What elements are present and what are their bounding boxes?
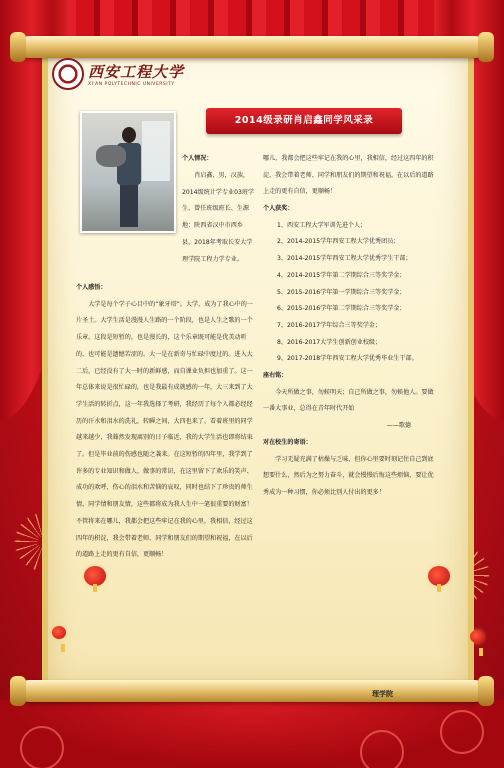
profile-section	[182, 151, 254, 168]
university-name-cn: 西安工程大学	[88, 63, 185, 81]
feelings-heading: 个人感悟：	[76, 284, 107, 291]
award-item: 9、2017-2018学年西安工程大学优秀毕业生干部。	[277, 355, 418, 363]
award-item: 4、2014-2015学年第二学期综合三等奖学金；	[277, 271, 406, 279]
student-photo	[80, 111, 176, 233]
award-item: 5、2015-2016学年第一学期综合三等奖学金；	[277, 288, 406, 296]
profile-intro-wrap	[182, 168, 254, 278]
awards-heading: 个人获奖：	[263, 205, 294, 212]
university-seal-icon	[52, 58, 84, 90]
award-item: 3、2014-2015学年西安工程大学优秀学生干部；	[277, 255, 412, 263]
award-item: 6、2015-2016学年第二学期综合三等奖学金；	[277, 305, 406, 313]
motto-text: 今天所做之事，勿候明天；自己所做之事，勿候他人。要做一番大事业，总得在青年时代开始	[263, 388, 434, 413]
motto-heading: 座右铭：	[263, 372, 288, 380]
message-text: 学习无疑充满了枯燥与乏味，但你心里要时刻记住自己到底想要什么，然后为之努力奋斗，就会慢慢后悔这些烦恼，要让优秀成为一种习惯，你必须比别人付出的更多！	[263, 455, 434, 496]
profile-heading: 个人情况：	[182, 155, 213, 162]
lantern-icon	[84, 566, 106, 586]
lantern-icon	[470, 630, 484, 643]
college-name: 理学院	[372, 690, 393, 698]
award-item: 1、西安工程大学军训先进个人；	[277, 221, 367, 229]
scroll-roller-top	[18, 36, 486, 58]
award-item: 8、2016-2017大学生创新创业校级；	[277, 338, 382, 346]
feelings-text: 大学是每个学子心目中的“象牙塔”。大学，成为了我心中的一片圣土。大学生活是漫漫人生路的一个阶段，也是人生之歌的一个乐章。这段是短暂的，也是漫长的，这个乐章既可能是优美动听的，也可能是遗憾苦涩的。大一是在新奇与忙碌中度过的。进入大二后，已经没有了大一时的新鲜感，而自课业负担也加重了。这一年总体来说是很忙碌的，也是我最有成就感的一年，大三来到了大学生活的转折点，这一年我选择了考研，我经历了每个人都必经经历的汗水和泪水的洗礼，转瞬之间，大四也来了，看着班里的同学越来越少，我蓦然发现离别的日子临近，我的大学生活也即将结束了。但是毕业前的伤感也随之袭来。在这短暂的四年里，我学到了许多的专业知识和做人、做事的常识，在这里留下了欢乐的笑声、成功的欢呼，伤心的泪水和苦恼的哀叹，同时也结下了珍贵的师生情、同学情和朋友情，这些都将成为我人生中一笔很重要的财富！不管将来在哪儿，我都会把这些牢记在我的心里，我相信，经过这四年的积淀，我会带着老师、同学和朋友们的期望和祝福，在以后的道路上走的更有自信，更顺畅！	[76, 300, 253, 559]
awards-list	[263, 218, 435, 368]
university-name-en: XI'AN POLYTECHNIC UNIVERSITY	[88, 82, 175, 87]
right-column	[263, 151, 435, 502]
scroll-roller-bottom	[18, 680, 486, 702]
banner-title: 2014级录研肖启鑫同学风采录	[234, 115, 374, 126]
message-heading: 对在校生的寄语：	[263, 438, 312, 446]
bottom-decoration	[0, 700, 504, 768]
motto-author: ——歌德	[386, 422, 411, 430]
feelings-section	[76, 280, 254, 581]
title-banner	[206, 108, 402, 134]
profile-intro: 肖启鑫，男，汉族，2014级统计学专业03班学生，曾任班级班长、生源地：陕西省汉中市西乡县，2018年考取长安大学理学院工程力学专业。	[182, 172, 254, 263]
lantern-icon	[52, 626, 66, 639]
award-item: 2、2014-2015学年西安工程大学优秀团员；	[277, 238, 400, 246]
feelings-continued: 哪儿，我都会把这些牢记在我的心里，我相信，经过这四年的积淀，我会带着老师、同学和朋友们的期望和祝福，在以后的道路上走的更有自信，更顺畅！	[263, 155, 434, 196]
award-item: 7、2016-2017学年综合三等奖学金；	[277, 321, 382, 329]
university-logo	[52, 58, 184, 90]
lantern-icon	[428, 566, 450, 586]
